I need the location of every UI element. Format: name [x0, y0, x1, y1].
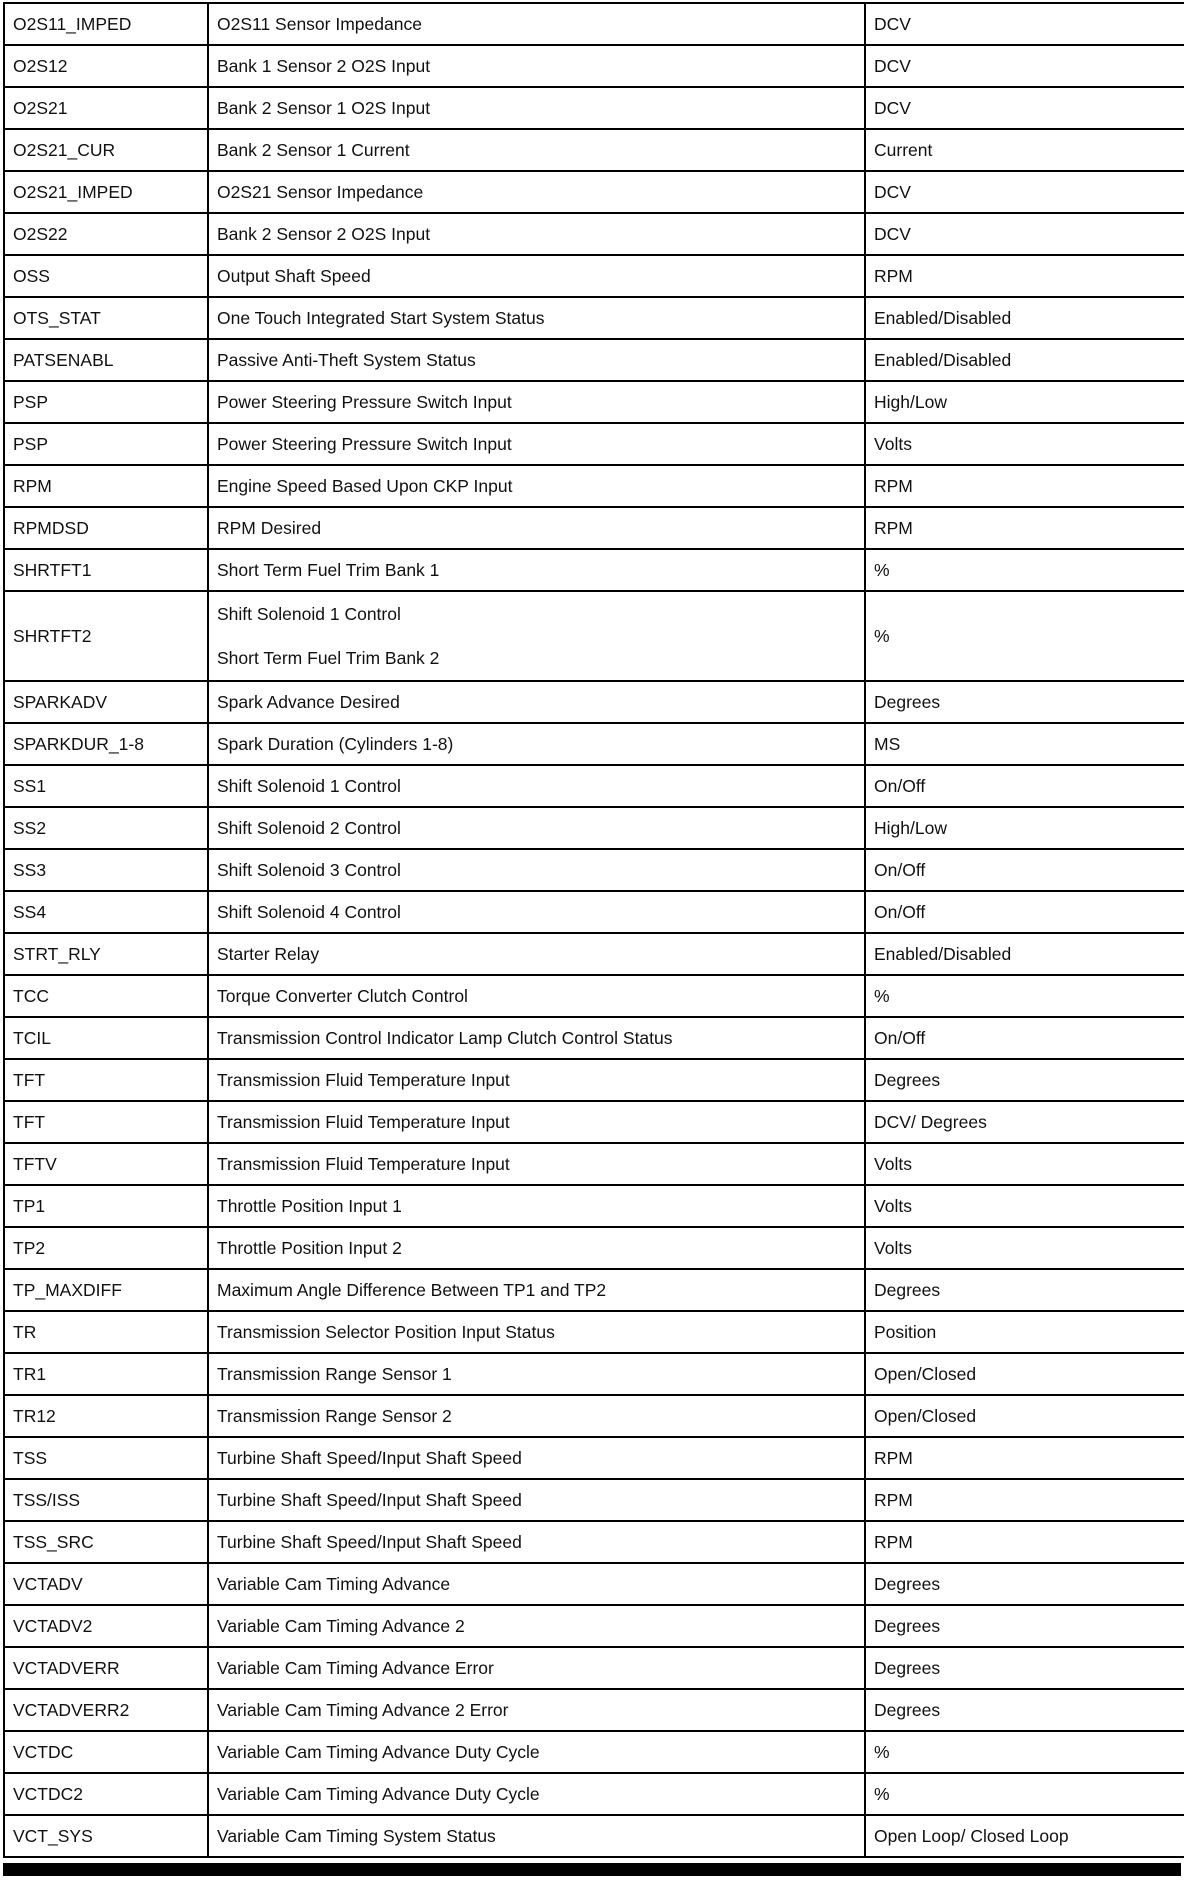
pid-acronym-cell: VCTADV2 — [4, 1605, 208, 1647]
pid-description-cell: Transmission Selector Position Input Status — [208, 1311, 865, 1353]
pid-acronym-cell: SS2 — [4, 807, 208, 849]
pid-description-cell: One Touch Integrated Start System Status — [208, 297, 865, 339]
pid-description-line: Short Term Fuel Trim Bank 2 — [217, 648, 440, 668]
pid-acronym-cell: TCIL — [4, 1017, 208, 1059]
pid-description-cell — [208, 591, 865, 681]
pid-acronym-cell: TCC — [4, 975, 208, 1017]
table-row — [4, 213, 1184, 255]
pid-acronym-cell: VCTDC — [4, 1731, 208, 1773]
pid-unit-cell: % — [865, 975, 1184, 1017]
pid-description-cell: Variable Cam Timing Advance 2 Error — [208, 1689, 865, 1731]
pid-description-cell: Spark Duration (Cylinders 1-8) — [208, 723, 865, 765]
pid-acronym-cell: OSS — [4, 255, 208, 297]
pid-acronym-cell: TR — [4, 1311, 208, 1353]
pid-unit-cell: Open Loop/ Closed Loop — [865, 1815, 1184, 1857]
pid-description-cell: Short Term Fuel Trim Bank 1 — [208, 549, 865, 591]
pid-unit-cell: Volts — [865, 1143, 1184, 1185]
table-row — [4, 1521, 1184, 1563]
table-row — [4, 45, 1184, 87]
pid-acronym-cell: OTS_STAT — [4, 297, 208, 339]
pid-description-cell: Turbine Shaft Speed/Input Shaft Speed — [208, 1479, 865, 1521]
pid-description-multiline — [217, 604, 856, 668]
table-row — [4, 1605, 1184, 1647]
pid-acronym-cell: TSS_SRC — [4, 1521, 208, 1563]
pid-unit-cell: RPM — [865, 1521, 1184, 1563]
table-row — [4, 87, 1184, 129]
table-row — [4, 681, 1184, 723]
pid-acronym-cell: VCT_SYS — [4, 1815, 208, 1857]
table-row — [4, 975, 1184, 1017]
pid-unit-cell: RPM — [865, 1437, 1184, 1479]
pid-acronym-cell: TSS/ISS — [4, 1479, 208, 1521]
pid-unit-cell: High/Low — [865, 381, 1184, 423]
table-row — [4, 1101, 1184, 1143]
pid-description-cell: Bank 2 Sensor 2 O2S Input — [208, 213, 865, 255]
pid-acronym-cell: TFTV — [4, 1143, 208, 1185]
pid-description-cell: Transmission Control Indicator Lamp Clutch Control Status — [208, 1017, 865, 1059]
table-row — [4, 891, 1184, 933]
pid-acronym-cell: SHRTFT2 — [4, 591, 208, 681]
pid-acronym-cell: TSS — [4, 1437, 208, 1479]
pid-acronym-cell: O2S11_IMPED — [4, 3, 208, 45]
table-row — [4, 381, 1184, 423]
pid-acronym-cell: SS3 — [4, 849, 208, 891]
table-row — [4, 1479, 1184, 1521]
table-row — [4, 1311, 1184, 1353]
pid-acronym-cell: O2S22 — [4, 213, 208, 255]
pid-unit-cell: Degrees — [865, 1563, 1184, 1605]
pid-unit-cell: On/Off — [865, 849, 1184, 891]
pid-acronym-cell: SPARKADV — [4, 681, 208, 723]
pid-acronym-cell: SPARKDUR_1-8 — [4, 723, 208, 765]
pid-unit-cell: Position — [865, 1311, 1184, 1353]
pid-description-cell: Variable Cam Timing Advance 2 — [208, 1605, 865, 1647]
pid-acronym-cell: TFT — [4, 1101, 208, 1143]
table-row — [4, 933, 1184, 975]
pid-unit-cell: On/Off — [865, 1017, 1184, 1059]
pid-description-cell: Bank 1 Sensor 2 O2S Input — [208, 45, 865, 87]
pid-description-line: Shift Solenoid 1 Control — [217, 603, 401, 624]
table-row — [4, 1815, 1184, 1857]
pid-unit-cell: MS — [865, 723, 1184, 765]
pid-acronym-cell: O2S21_CUR — [4, 129, 208, 171]
pid-unit-cell: RPM — [865, 507, 1184, 549]
pid-description-cell: Power Steering Pressure Switch Input — [208, 423, 865, 465]
pid-description-cell: Turbine Shaft Speed/Input Shaft Speed — [208, 1437, 865, 1479]
pid-acronym-cell: PSP — [4, 381, 208, 423]
table-row — [4, 1017, 1184, 1059]
pid-description-cell: Shift Solenoid 4 Control — [208, 891, 865, 933]
pid-unit-cell: RPM — [865, 255, 1184, 297]
pid-table — [3, 2, 1184, 1858]
pid-acronym-cell: SHRTFT1 — [4, 549, 208, 591]
pid-description-cell: Spark Advance Desired — [208, 681, 865, 723]
pid-acronym-cell: O2S21 — [4, 87, 208, 129]
table-row — [4, 465, 1184, 507]
pid-description-cell: Engine Speed Based Upon CKP Input — [208, 465, 865, 507]
pid-description-cell: Maximum Angle Difference Between TP1 and TP2 — [208, 1269, 865, 1311]
page-bottom-rule — [3, 1863, 1181, 1876]
pid-acronym-cell: PSP — [4, 423, 208, 465]
table-row — [4, 1689, 1184, 1731]
pid-unit-cell: Open/Closed — [865, 1395, 1184, 1437]
table-row — [4, 549, 1184, 591]
pid-acronym-cell: SS4 — [4, 891, 208, 933]
pid-acronym-cell: O2S12 — [4, 45, 208, 87]
pid-description-cell: Variable Cam Timing System Status — [208, 1815, 865, 1857]
pid-description-cell: Transmission Fluid Temperature Input — [208, 1143, 865, 1185]
pid-description-cell: Shift Solenoid 3 Control — [208, 849, 865, 891]
table-row — [4, 3, 1184, 45]
table-row — [4, 1227, 1184, 1269]
table-row — [4, 723, 1184, 765]
table-row — [4, 765, 1184, 807]
pid-acronym-cell: RPM — [4, 465, 208, 507]
pid-acronym-cell: SS1 — [4, 765, 208, 807]
pid-description-cell: Starter Relay — [208, 933, 865, 975]
table-row — [4, 1731, 1184, 1773]
pid-unit-cell: High/Low — [865, 807, 1184, 849]
pid-acronym-cell: TP_MAXDIFF — [4, 1269, 208, 1311]
pid-description-cell: Transmission Fluid Temperature Input — [208, 1059, 865, 1101]
pid-description-cell: Throttle Position Input 2 — [208, 1227, 865, 1269]
pid-description-cell: Variable Cam Timing Advance Error — [208, 1647, 865, 1689]
pid-acronym-cell: VCTADV — [4, 1563, 208, 1605]
pid-description-cell: Turbine Shaft Speed/Input Shaft Speed — [208, 1521, 865, 1563]
pid-unit-cell: Open/Closed — [865, 1353, 1184, 1395]
pid-acronym-cell: O2S21_IMPED — [4, 171, 208, 213]
pid-unit-cell: Degrees — [865, 1647, 1184, 1689]
pid-description-cell: Bank 2 Sensor 1 O2S Input — [208, 87, 865, 129]
pid-unit-cell: Current — [865, 129, 1184, 171]
pid-unit-cell: On/Off — [865, 891, 1184, 933]
table-row — [4, 1143, 1184, 1185]
table-row — [4, 1353, 1184, 1395]
pid-unit-cell: Volts — [865, 423, 1184, 465]
pid-acronym-cell: TP2 — [4, 1227, 208, 1269]
pid-acronym-cell: TFT — [4, 1059, 208, 1101]
table-row — [4, 507, 1184, 549]
table-row — [4, 423, 1184, 465]
pid-unit-cell: Degrees — [865, 1269, 1184, 1311]
table-row — [4, 129, 1184, 171]
table-row — [4, 1647, 1184, 1689]
table-row — [4, 171, 1184, 213]
table-row — [4, 1185, 1184, 1227]
pid-acronym-cell: STRT_RLY — [4, 933, 208, 975]
pid-description-cell: RPM Desired — [208, 507, 865, 549]
table-row — [4, 591, 1184, 681]
pid-unit-cell: Degrees — [865, 681, 1184, 723]
pid-description-cell: Variable Cam Timing Advance Duty Cycle — [208, 1773, 865, 1815]
pid-unit-cell: % — [865, 549, 1184, 591]
pid-description-cell: Shift Solenoid 1 Control — [208, 765, 865, 807]
pid-description-cell: Shift Solenoid 2 Control — [208, 807, 865, 849]
table-row — [4, 255, 1184, 297]
pid-acronym-cell: RPMDSD — [4, 507, 208, 549]
table-row — [4, 1269, 1184, 1311]
pid-unit-cell: Enabled/Disabled — [865, 339, 1184, 381]
table-row — [4, 1437, 1184, 1479]
table-row — [4, 297, 1184, 339]
pid-unit-cell: % — [865, 591, 1184, 681]
pid-description-cell: Output Shaft Speed — [208, 255, 865, 297]
pid-table-body — [4, 3, 1184, 1857]
pid-description-cell: Throttle Position Input 1 — [208, 1185, 865, 1227]
pid-acronym-cell: VCTADVERR — [4, 1647, 208, 1689]
pid-unit-cell: Degrees — [865, 1059, 1184, 1101]
pid-description-cell: Transmission Range Sensor 1 — [208, 1353, 865, 1395]
pid-description-cell: Bank 2 Sensor 1 Current — [208, 129, 865, 171]
pid-acronym-cell: VCTDC2 — [4, 1773, 208, 1815]
pid-description-cell: Passive Anti-Theft System Status — [208, 339, 865, 381]
pid-unit-cell: Volts — [865, 1185, 1184, 1227]
pid-unit-cell: DCV — [865, 87, 1184, 129]
pid-acronym-cell: TR1 — [4, 1353, 208, 1395]
pid-unit-cell: DCV/ Degrees — [865, 1101, 1184, 1143]
table-row — [4, 849, 1184, 891]
table-row — [4, 1563, 1184, 1605]
pid-acronym-cell: TP1 — [4, 1185, 208, 1227]
pid-acronym-cell: VCTADVERR2 — [4, 1689, 208, 1731]
pid-unit-cell: DCV — [865, 45, 1184, 87]
pid-description-cell: Transmission Fluid Temperature Input — [208, 1101, 865, 1143]
table-row — [4, 1773, 1184, 1815]
table-row — [4, 339, 1184, 381]
pid-unit-cell: Enabled/Disabled — [865, 297, 1184, 339]
pid-unit-cell: RPM — [865, 1479, 1184, 1521]
pid-description-cell: Variable Cam Timing Advance Duty Cycle — [208, 1731, 865, 1773]
pid-unit-cell: Degrees — [865, 1605, 1184, 1647]
pid-description-cell: Transmission Range Sensor 2 — [208, 1395, 865, 1437]
pid-unit-cell: % — [865, 1731, 1184, 1773]
table-row — [4, 1395, 1184, 1437]
pid-description-cell: Variable Cam Timing Advance — [208, 1563, 865, 1605]
pid-description-cell: O2S21 Sensor Impedance — [208, 171, 865, 213]
pid-description-cell: Power Steering Pressure Switch Input — [208, 381, 865, 423]
pid-unit-cell: Degrees — [865, 1689, 1184, 1731]
pid-acronym-cell: PATSENABL — [4, 339, 208, 381]
pid-unit-cell: % — [865, 1773, 1184, 1815]
table-row — [4, 1059, 1184, 1101]
pid-unit-cell: Volts — [865, 1227, 1184, 1269]
pid-unit-cell: RPM — [865, 465, 1184, 507]
table-row — [4, 807, 1184, 849]
pid-unit-cell: DCV — [865, 171, 1184, 213]
pid-description-cell: O2S11 Sensor Impedance — [208, 3, 865, 45]
pid-unit-cell: DCV — [865, 213, 1184, 255]
pid-unit-cell: On/Off — [865, 765, 1184, 807]
pid-unit-cell: Enabled/Disabled — [865, 933, 1184, 975]
pid-description-cell: Torque Converter Clutch Control — [208, 975, 865, 1017]
pid-unit-cell: DCV — [865, 3, 1184, 45]
pid-acronym-cell: TR12 — [4, 1395, 208, 1437]
